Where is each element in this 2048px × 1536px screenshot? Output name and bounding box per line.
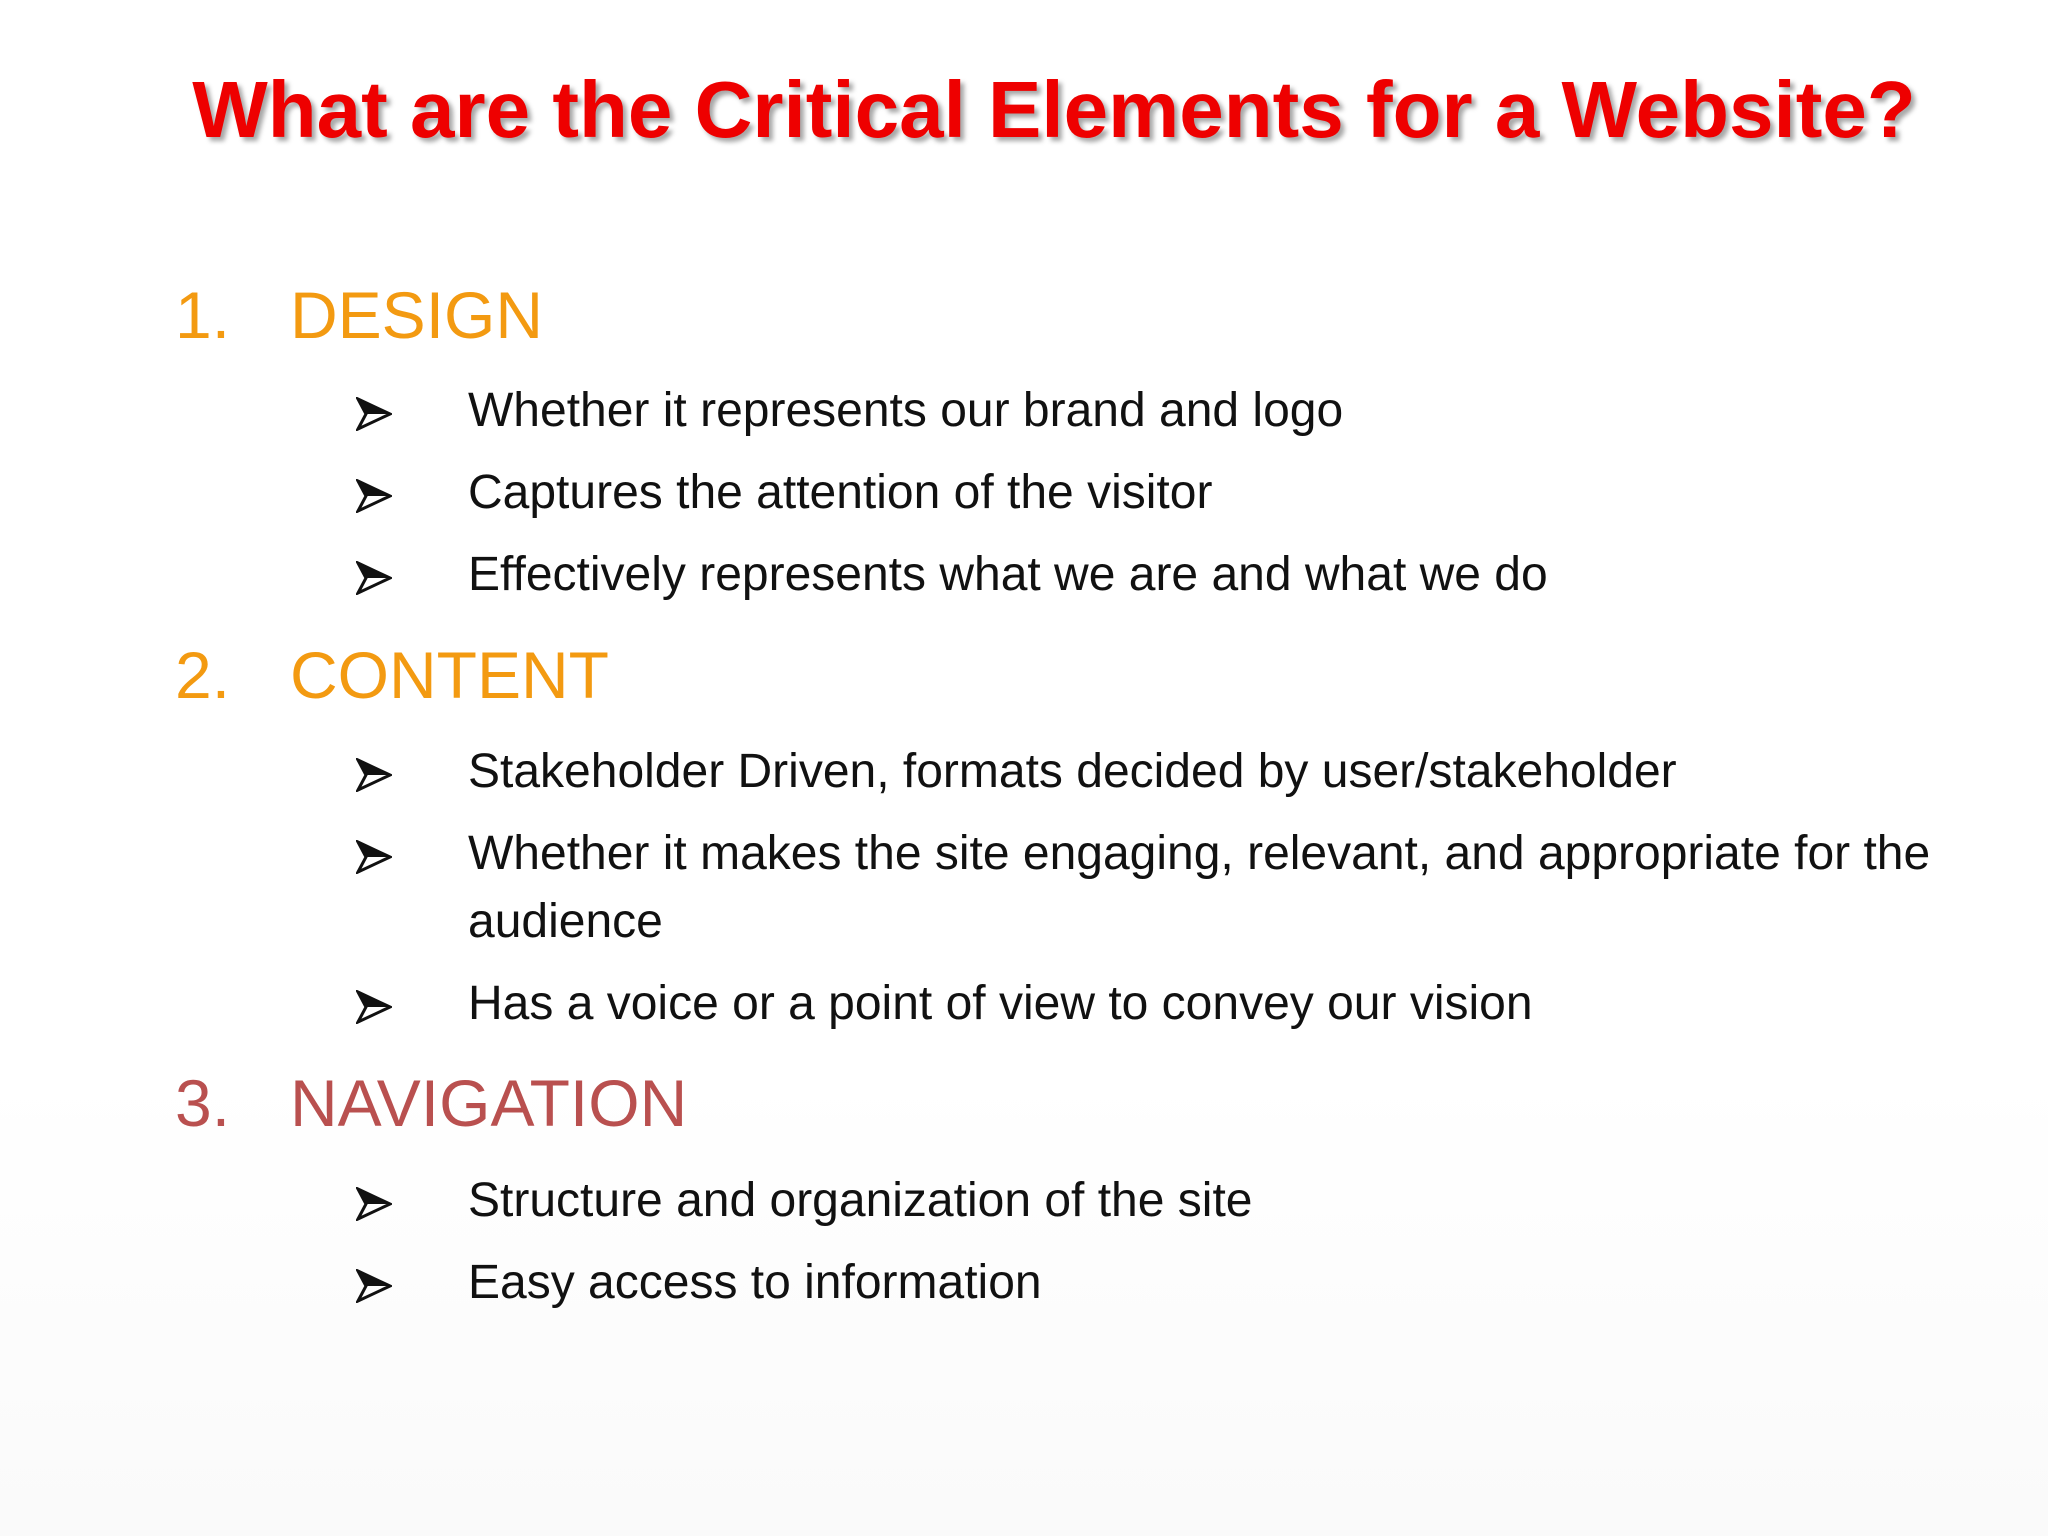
arrow-bullet-icon [356, 738, 468, 792]
section-heading-navigation [175, 1063, 687, 1143]
arrow-bullet-icon [356, 1249, 468, 1303]
list-item [356, 459, 2028, 527]
arrow-bullet-icon [356, 541, 468, 595]
bullet-text: Whether it makes the site engaging, relevant, and appropriate for the audience [468, 827, 1931, 948]
bullet-text: Has a voice or a point of view to convey our vision [468, 977, 1533, 1030]
section-number: 3. [175, 1066, 231, 1140]
slide-title: What are the Critical Elements for a Website? [192, 65, 1916, 154]
bullet-text: Captures the attention of the visitor [468, 466, 1213, 519]
arrow-bullet-icon [356, 1167, 468, 1221]
section-number: 2. [175, 638, 231, 712]
arrow-bullet-icon [356, 377, 468, 431]
section-heading-design [175, 275, 543, 355]
list-item [356, 541, 2028, 609]
bullet-text: Effectively represents what we are and what we do [468, 548, 1548, 601]
list-item [356, 1167, 2028, 1235]
list-item [356, 738, 2028, 806]
section-title: NAVIGATION [290, 1066, 688, 1140]
arrow-bullet-icon [356, 820, 468, 874]
bullet-text: Easy access to information [468, 1256, 1042, 1309]
list-item [356, 820, 2028, 956]
section-title: DESIGN [290, 278, 544, 352]
list-item [356, 377, 2028, 445]
bullet-text: Whether it represents our brand and logo [468, 384, 1344, 437]
bullet-text: Stakeholder Driven, formats decided by user/stakeholder [468, 745, 1677, 798]
arrow-bullet-icon [356, 970, 468, 1024]
bullet-text: Structure and organization of the site [468, 1174, 1253, 1227]
list-item [356, 1249, 2028, 1317]
list-item [356, 970, 2028, 1038]
arrow-bullet-icon [356, 459, 468, 513]
section-number: 1. [175, 278, 231, 352]
section-title: CONTENT [290, 638, 609, 712]
section-heading-content [175, 635, 609, 715]
